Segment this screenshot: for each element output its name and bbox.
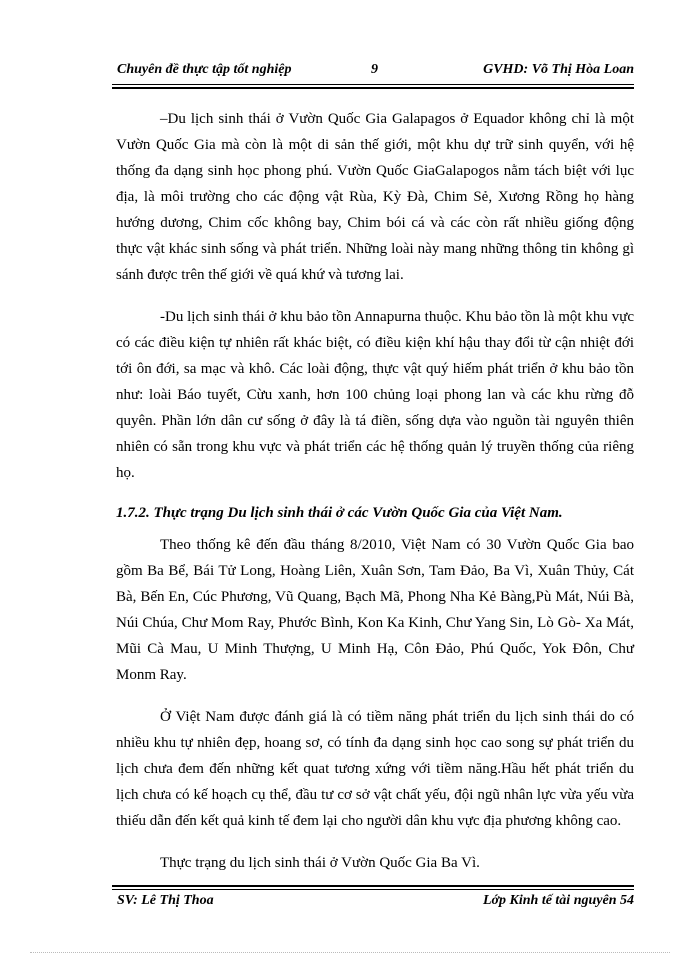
page-edge xyxy=(30,952,670,953)
footer-student: SV: Lê Thị Thoa xyxy=(117,893,214,908)
footer-rule xyxy=(112,889,634,890)
section-heading: 1.7.2. Thực trạng Du lịch sinh thái ở các Vườn Quốc Gia của Việt Nam. xyxy=(116,505,563,521)
header-advisor: GVHD: Võ Thị Hòa Loan xyxy=(483,62,634,77)
paragraph-ba-vi: Thực trạng du lịch sinh thái ở Vườn Quốc Gia Ba Vì. xyxy=(160,855,480,871)
page-footer xyxy=(112,893,634,913)
header-rule xyxy=(112,84,634,85)
footer-class: Lớp Kinh tế tài nguyên 54 xyxy=(482,893,634,908)
page-header xyxy=(112,62,634,84)
paragraph-galapagos: –Du lịch sinh thái ở Vườn Quốc Gia Galapagos ở Equador không chỉ là một Vườn Quốc Gia mà còn là một di sản thế giới, một khu dự trữ sinh quyển, với hệ thống đa dạng sinh học phong phú. Vườn Quốc GiaGalapogos nằm tách biệt với lục địa, là môi trường cho các động vật Rùa, Kỳ Đà, Chim Sẻ, Xương Rồng họ hàng hướng dương, Chim cốc không bay, Chim bói cá và các còn rất nhiều giống động thực vật khác sinh sống và phát triển. Những loài này mang những thông tin không gì sánh được trên thế giới về quá khứ và tương lai. xyxy=(116,111,634,283)
header-title: Chuyên đề thực tập tốt nghiệp xyxy=(117,62,292,77)
footer-rule-thick xyxy=(112,885,634,887)
document-body xyxy=(116,106,634,876)
paragraph-vietnam-potential: Ở Việt Nam được đánh giá là có tiềm năng phát triển du lịch sinh thái do có nhiều khu tự nhiên đẹp, hoang sơ, có tính đa dạng sinh học cao song sự phát triển du lịch chưa đem đến những kết quat tương xứng với tiềm năng.Hầu hết phát triển du lịch chưa có kế hoạch cụ thể, đầu tư cơ sở vật chất yếu, đội ngũ nhân lực vừa yếu vừa thiếu dẫn đến kết quả kinh tế đem lại cho người dân khu vực địa phương không cao. xyxy=(116,709,634,829)
paragraph-national-parks-list: Theo thống kê đến đầu tháng 8/2010, Việt Nam có 30 Vườn Quốc Gia bao gồm Ba Bể, Bái Tử Long, Hoàng Liên, Xuân Sơn, Tam Đảo, Ba Vì, Xuân Thủy, Cát Bà, Bến En, Cúc Phương, Vũ Quang, Bạch Mã, Phong Nha Kẻ Bàng,Pù Mát, Núi Bà, Núi Chúa, Chư Mom Ray, Phước Bình, Kon Ka Kinh, Chư Yang Sin, Lò Gò- Xa Mát, Mũi Cà Mau, U Minh Thượng, U Minh Hạ, Côn Đảo, Phú Quốc, Yok Đôn, Chư Monm Ray. xyxy=(116,537,634,683)
header-rule-thick xyxy=(112,87,634,89)
page-number: 9 xyxy=(371,62,378,77)
paragraph-annapurna: -Du lịch sinh thái ở khu bảo tồn Annapurna thuộc. Khu bảo tồn là một khu vực có các điều kiện tự nhiên rất khác biệt, có điều kiện khí hậu thay đổi từ cận nhiệt đới tới ôn đới, sa mạc và khô. Các loài động, thực vật quý hiếm phát triển ở khu bảo tồn như: loài Báo tuyết, Cừu xanh, hơn 100 chủng loại phong lan và các khu rừng đỗ quyên. Phần lớn dân cư sống ở đây là tá điền, sống dựa vào nguồn tài nguyên thiên nhiên có sẵn trong khu vực và phát triển các hệ thống quản lý truyền thống của riêng họ. xyxy=(116,309,634,481)
